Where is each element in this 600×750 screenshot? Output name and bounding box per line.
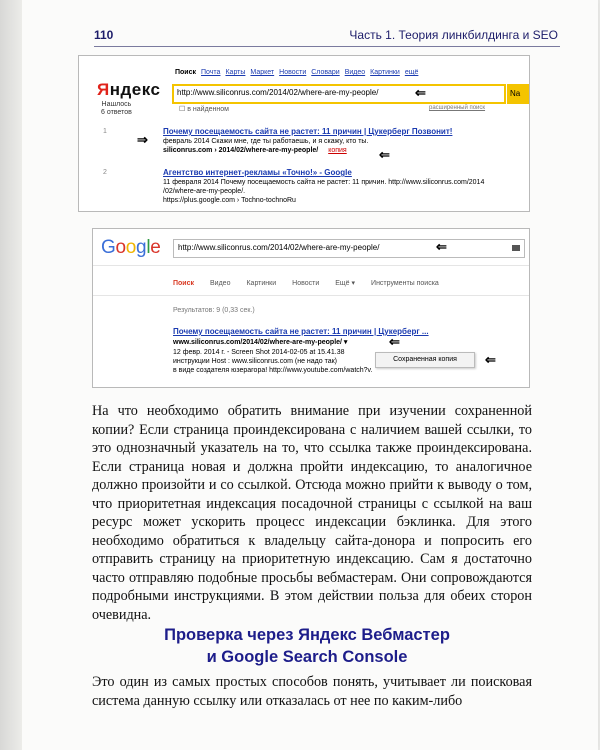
yandex-query-text: http://www.siliconrus.com/2014/02/where-are-my-people/ xyxy=(177,88,379,97)
yandex-nav-images[interactable]: Картинки xyxy=(370,69,400,76)
section-title: Проверка через Яндекс Вебмастер и Google Search Console xyxy=(164,626,450,666)
google-query-text: http://www.siliconrus.com/2014/02/where-are-my-people/ xyxy=(178,243,380,252)
yandex-logo: Яндекс xyxy=(97,80,161,99)
google-result-url[interactable]: www.siliconrus.com/2014/02/where-are-my-people/ ▾ xyxy=(173,339,348,346)
google-result-count: Результатов: 9 (0,33 сек.) xyxy=(173,307,255,314)
yandex-advanced-search-link[interactable]: расширенный поиск xyxy=(429,105,486,111)
yandex-nav-mail[interactable]: Почта xyxy=(201,69,221,76)
tab-search[interactable]: Поиск xyxy=(173,280,195,287)
header-rule xyxy=(94,46,560,47)
result-number: 2 xyxy=(103,169,107,176)
yandex-nav xyxy=(175,69,423,76)
yandex-nav-video[interactable]: Видео xyxy=(344,69,366,76)
yandex-result-1-snippet: февраль 2014 Скажи мне, где ты работаешь, и я скажу, кто ты. xyxy=(163,138,369,145)
yandex-nav-market[interactable]: Маркет xyxy=(250,69,275,76)
google-tabs xyxy=(173,279,455,287)
yandex-screenshot xyxy=(78,55,530,212)
google-screenshot xyxy=(92,228,530,388)
arrow-left-icon: ⇐ xyxy=(485,352,496,367)
google-result-snippet-3: в виде создателя юзерагора! http://www.youtube.com/watch?v. xyxy=(173,367,373,374)
google-cached-copy-menu-item[interactable]: Сохраненная копия xyxy=(375,352,475,368)
arrow-left-icon: ⇐ xyxy=(436,239,447,254)
yandex-cache-link[interactable]: копия xyxy=(328,147,347,154)
yandex-result-2-snippet: 11 февраля 2014 Почему посещаемость сайта не растет: 11 причин. http://www.siliconrus.com/2014 xyxy=(163,179,485,186)
yandex-result-1 xyxy=(163,127,452,155)
google-result-snippet-1: 12 февр. 2014 г. - Screen Shot 2014-02-05 at 15.41.38 xyxy=(173,349,345,356)
paragraph-1: На что необходимо обратить внимание при изучении сохраненной копии? Если страница проиндексирована с наличием вашей ссылки, то это однозначный указатель на то, что ссылка также проиндексирована. Если страница новая и должна пройти индексацию, то аналогичное должно произойти и со ссылкой. Отсюда можно прийти к выводу о том, что приоритетная индексация посадочной страницы с ссылкой на ваш ресурс может ускорить процесс индексации бэклинка. Для этого необходимо обратиться к владельцу сайта-донора и попросить его отправить страницу на приоритетную индексацию. Сам я достаточно часто отправляю подобные просьбы вебмастерам. Они сопровождаются подробными инструкциями. В этом действии польза для обеих сторон очевидна. xyxy=(92,403,532,623)
yandex-result-2-url[interactable]: https://plus.google.com › Tochno-tochnoRu xyxy=(163,197,296,204)
yandex-nav-maps[interactable]: Карты xyxy=(225,69,246,76)
arrow-left-icon: ⇐ xyxy=(379,147,390,162)
google-result-snippet-2: инструкции Host : www.siliconrus.com (не надо так) xyxy=(173,358,338,365)
arrow-left-icon: ⇐ xyxy=(415,85,426,100)
result-number: 1 xyxy=(103,128,107,135)
tab-more[interactable]: Ещё ▾ xyxy=(335,280,356,287)
yandex-result-1-title[interactable]: Почему посещаемость сайта не растет: 11 причин | Цукерберг Позвонит! xyxy=(163,127,453,136)
tab-news[interactable]: Новости xyxy=(292,280,320,287)
tab-images[interactable]: Картинки xyxy=(246,280,277,287)
yandex-nav-news[interactable]: Новости xyxy=(279,69,307,76)
yandex-result-1-url[interactable]: siliconrus.com › 2014/02/where-are-my-people/ xyxy=(163,147,319,154)
tab-search-tools[interactable]: Инструменты поиска xyxy=(371,280,439,287)
arrow-right-icon: ⇒ xyxy=(137,132,148,147)
running-header: Часть 1. Теория линкбилдинга и SEO xyxy=(349,28,558,42)
google-result-title[interactable]: Почему посещаемость сайта не растет: 11 причин | Цукерберг ... xyxy=(173,327,429,336)
yandex-found-count: Нашлось 6 ответов xyxy=(101,101,132,116)
divider xyxy=(93,265,529,266)
divider xyxy=(93,295,529,296)
page-number: 110 xyxy=(94,28,114,42)
yandex-nav-more[interactable]: ещё xyxy=(404,69,419,76)
tab-video[interactable]: Видео xyxy=(210,280,231,287)
yandex-in-found-checkbox[interactable]: ☐ в найденном xyxy=(179,106,229,113)
yandex-nav-search[interactable]: Поиск xyxy=(175,69,197,76)
arrow-left-icon: ⇐ xyxy=(389,334,400,349)
yandex-result-2-title[interactable]: Агентство интернет-рекламы «Точно!» - Google xyxy=(163,168,352,177)
yandex-result-2: Агентство интернет-рекламы «Точно!» - Google 11 февраля 2014 Почему посещаемость сайта не растет: 11 причин. http://www.siliconrus.com/2014 /02/where-are-my-people/. https://plus.google.com › Tochno-tochnoRu xyxy=(163,168,485,204)
google-logo: Google xyxy=(101,237,161,258)
yandex-search-input[interactable] xyxy=(172,84,506,104)
keyboard-icon[interactable] xyxy=(512,245,520,251)
paragraph-2: Это один из самых простых способов понять, учитывает ли поисковая система данную ссылку или отказалась от нее по каким-либо xyxy=(92,674,532,709)
yandex-nav-dictionaries[interactable]: Словари xyxy=(311,69,340,76)
google-search-input[interactable] xyxy=(173,239,525,258)
yandex-search-button[interactable]: Na xyxy=(507,84,530,104)
